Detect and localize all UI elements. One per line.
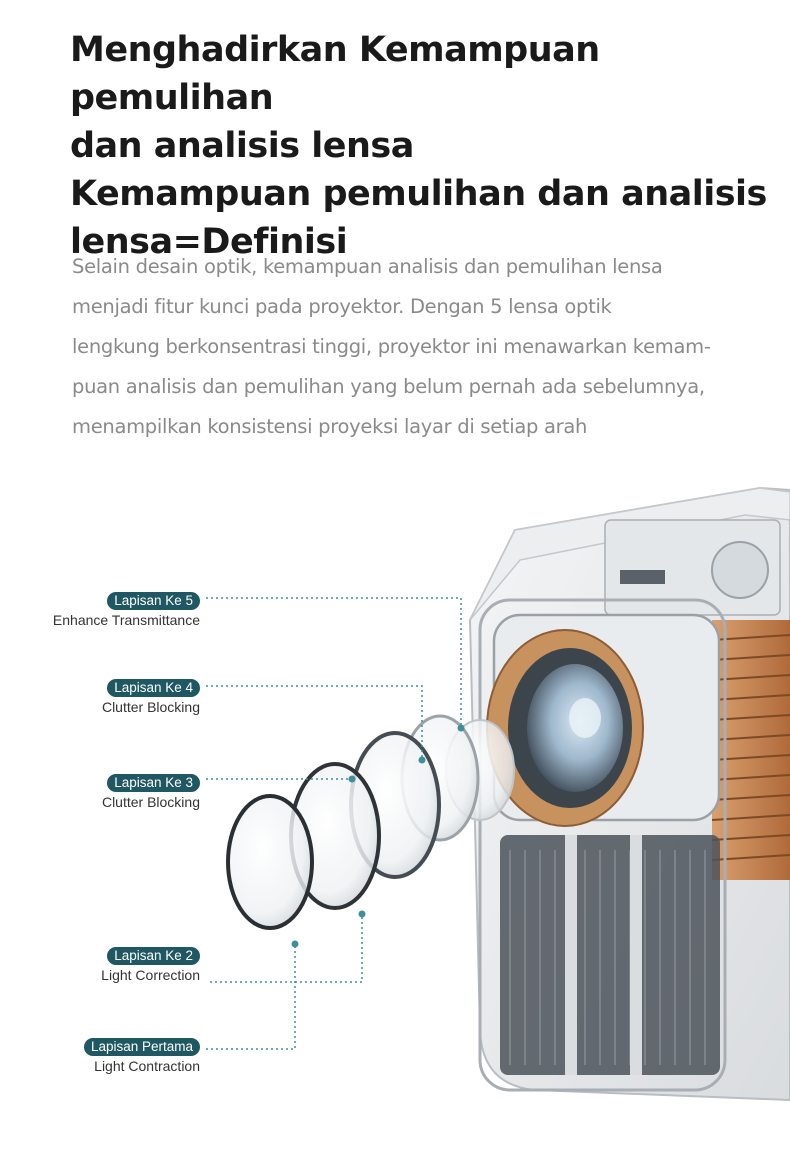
description-line-4: puan analisis dan pemulihan yang belum pernah ada sebelumnya, <box>72 375 705 398</box>
description-line-5: menampilkan konsistensi proyeksi layar di setiap arah <box>72 415 588 438</box>
lens-disc-1 <box>228 796 312 928</box>
callout-layer-5 <box>53 590 200 628</box>
callout-caption: Clutter Blocking <box>101 699 200 715</box>
title-line-3: Kemampuan pemulihan dan analisis <box>70 174 767 214</box>
callout-caption: Light Correction <box>101 967 200 983</box>
callout-label: Lapisan Ke 5 <box>107 592 200 610</box>
callout-layer-1 <box>84 1036 200 1074</box>
lens-diagram <box>0 470 790 1160</box>
callout-label: Lapisan Ke 3 <box>107 774 200 792</box>
callout-caption: Clutter Blocking <box>101 794 200 810</box>
callout-label: Lapisan Ke 4 <box>107 679 200 697</box>
title-line-2: dan analisis lensa <box>70 126 414 166</box>
title-line-4: lensa=Definisi <box>70 222 348 262</box>
description-line-2: menjadi fitur kunci pada proyektor. Dengan 5 lensa optik <box>72 295 612 318</box>
page-title <box>70 26 780 266</box>
callout-layer-4 <box>102 677 200 715</box>
callout-caption: Enhance Transmittance <box>52 612 200 628</box>
callout-layer-2 <box>101 945 200 983</box>
callout-label: Lapisan Pertama <box>84 1038 200 1056</box>
description <box>72 247 762 447</box>
description-line-3: lengkung berkonsentrasi tinggi, proyektor ini menawarkan kemam- <box>72 335 711 358</box>
callout-label: Lapisan Ke 2 <box>107 947 200 965</box>
title-line-1: Menghadirkan Kemampuan pemulihan <box>70 30 600 118</box>
callout-layer-3 <box>102 772 200 810</box>
description-line-1: Selain desain optik, kemampuan analisis dan pemulihan lensa <box>72 255 663 278</box>
callout-caption: Light Contraction <box>94 1058 200 1074</box>
main-lens <box>487 630 643 826</box>
lens-stack <box>228 716 514 928</box>
